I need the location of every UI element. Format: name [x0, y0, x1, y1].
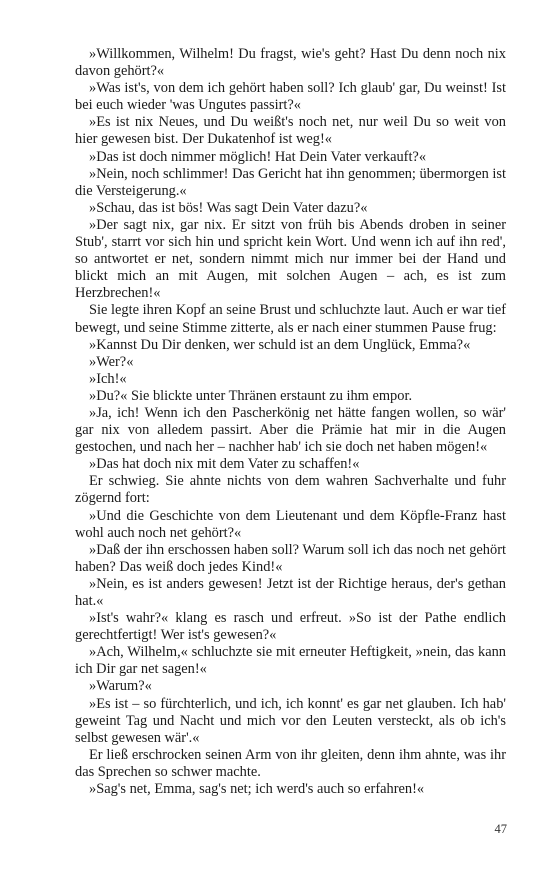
paragraph: »Wer?« [89, 353, 134, 370]
paragraph: »Sag's net, Emma, sag's net; ich werd's auch so erfahren!« [89, 781, 425, 798]
paragraph: »Schau, das ist bös! Was sagt Dein Vater dazu?« [89, 199, 368, 216]
paragraph: »Und die Geschichte von dem Lieutenant und dem Köpfle-Franz hast wohl auch noch net gehört?« [75, 507, 506, 541]
paragraph: Sie legte ihren Kopf an seine Brust und schluchzte laut. Auch er war tief bewegt, und seine Stimme zitterte, als er nach einer stummen Pause frug: [75, 302, 506, 336]
page-number: 47 [494, 822, 507, 836]
paragraph: »Nein, noch schlimmer! Das Gericht hat ihn genommen; übermorgen ist die Versteigerung.« [75, 165, 506, 199]
paragraph: »Daß der ihn erschossen haben soll? Warum soll ich das noch net gehört haben? Das weiß doch jedes Kind!« [75, 541, 506, 575]
paragraph: »Nein, es ist anders gewesen! Jetzt ist der Richtige heraus, der's gethan hat.« [75, 575, 506, 609]
paragraph: »Was ist's, von dem ich gehört haben soll? Ich glaub' gar, Du weinst! Ist bei euch wieder 'was Ungutes passirt?« [75, 80, 506, 114]
paragraph: Er schwieg. Sie ahnte nichts von dem wahren Sachverhalte und fuhr zögernd fort: [75, 473, 506, 507]
paragraph: »Ja, ich! Wenn ich den Pascherkönig net hätte fangen wollen, so wär' gar nix von alledem passirt. Aber die Prämie hat mir in die Augen gestochen, und nach her – nachher hab' ich sie doch net haben mögen!« [75, 404, 506, 456]
paragraph: »Warum?« [89, 678, 152, 695]
paragraph: »Der sagt nix, gar nix. Er sitzt von früh bis Abends droben in seiner Stub', starrt vor sich hin und spricht kein Wort. Und wenn ich auf ihn red', so antwortet er net, sondern nimmt mich nur immer bei der Hand und blickt mich an mit Augen, mit solchen Augen – ach, es ist zum Herzbrechen!« [75, 216, 506, 302]
paragraph: »Du?« Sie blickte unter Thränen erstaunt zu ihm empor. [89, 387, 413, 404]
paragraph: »Das hat doch nix mit dem Vater zu schaffen!« [89, 456, 360, 473]
paragraph: »Kannst Du Dir denken, wer schuld ist an dem Unglück, Emma?« [89, 336, 471, 353]
paragraph: »Ist's wahr?« klang es rasch und erfreut. »So ist der Pathe endlich gerechtfertigt! Wer ist's gewesen?« [75, 610, 506, 644]
paragraph: »Es ist – so fürchterlich, und ich, ich konnt' es gar net glauben. Ich hab' geweint Tag und Nacht und mich vor den Leuten versteckt, als ob ich's selbst gewesen wär'.« [75, 695, 506, 746]
paragraph: »Ach, Wilhelm,« schluchzte sie mit erneuter Heftigkeit, »nein, das kann ich Dir gar net sagen!« [75, 644, 506, 678]
paragraph: »Ich!« [89, 370, 127, 387]
paragraph: »Es ist nix Neues, und Du weißt's noch net, nur weil Du so weit von hier gewesen bist. Der Dukatenhof ist weg!« [75, 114, 506, 148]
body-text [75, 46, 506, 798]
paragraph: »Willkommen, Wilhelm! Du fragst, wie's geht? Hast Du denn noch nix davon gehört?« [75, 46, 506, 80]
paragraph: Er ließ erschrocken seinen Arm von ihr gleiten, denn ihm ahnte, was ihr das Sprechen so schwer machte. [75, 746, 506, 780]
paragraph: »Das ist doch nimmer möglich! Hat Dein Vater verkauft?« [89, 148, 427, 165]
